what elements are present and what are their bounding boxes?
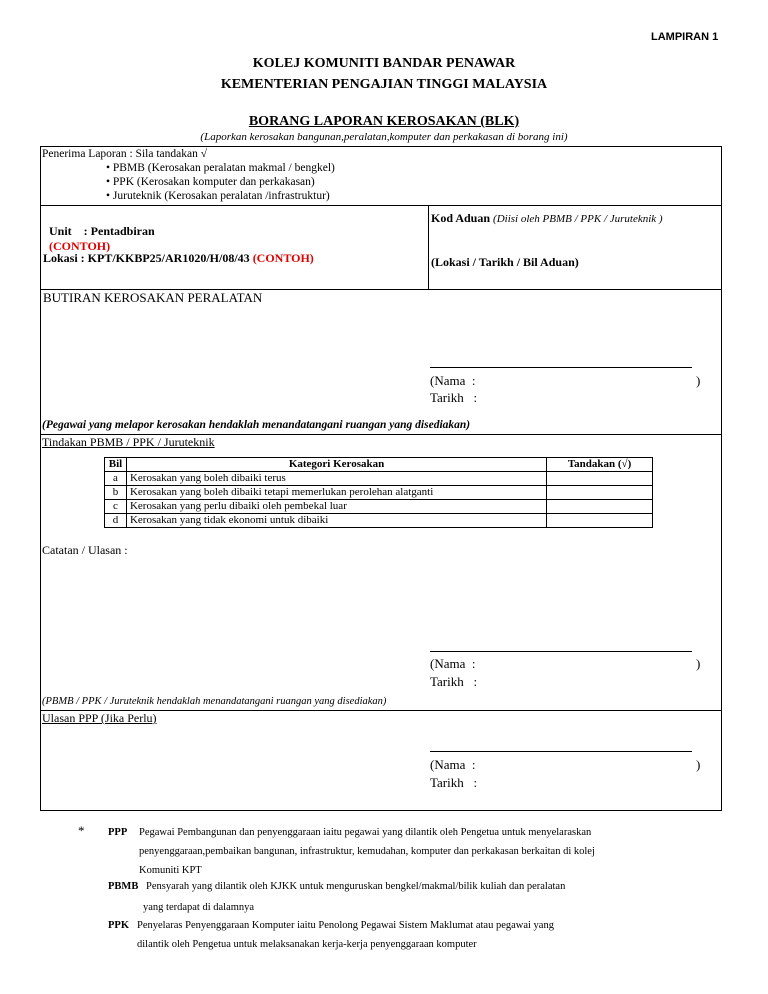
butiran-nama-close: ) — [696, 373, 701, 388]
tindakan-tarikh: Tarikh : — [430, 674, 478, 689]
form-subtitle: (Laporkan kerosakan bangunan,peralatan,komputer dan perkakasan di borang ini) — [200, 131, 568, 143]
row-tick-cell[interactable] — [547, 472, 653, 486]
tindakan-nama-close: ) — [696, 656, 701, 671]
footnote-pbmb-line2: yang terdapat di dalamnya — [143, 902, 255, 913]
footnote-ppk-line1: Penyelaras Penyenggaraan Komputer iaitu Penolong Pegawai Sistem Maklumat atau pegawai yang — [137, 920, 554, 931]
row-kategori: Kerosakan yang boleh dibaiki terus — [126, 472, 546, 486]
college-name: KOLEJ KOMUNITI BANDAR PENAWAR — [252, 56, 516, 71]
tindakan-note: (PBMB / PPK / Juruteknik hendaklah menandatangani ruangan yang disediakan) — [42, 696, 387, 707]
butiran-nama: (Nama : — [430, 373, 476, 388]
row-kategori: Kerosakan yang perlu dibaiki oleh pembekal luar — [126, 500, 546, 514]
kod-aduan-label: Kod Aduan — [431, 211, 491, 225]
table-header-row — [105, 458, 653, 472]
unit-label: Unit : Pentadbiran — [49, 224, 155, 238]
col-header-bil: Bil — [105, 458, 127, 472]
butiran-heading: BUTIRAN KEROSAKAN PERALATAN — [43, 290, 263, 305]
footnote-star: * — [78, 823, 85, 838]
penerima-option-ppk[interactable]: • PPK (Kerosakan komputer dan perkakasan) — [106, 176, 315, 188]
footnote-ppp-line1: Pegawai Pembangunan dan penyenggaraan iaitu pegawai yang dilantik oleh Pengetua untuk menyelaraskan — [139, 827, 592, 838]
kod-aduan-note: (Diisi oleh PBMB / PPK / Juruteknik ) — [493, 213, 663, 225]
divider — [428, 205, 429, 290]
tindakan-nama: (Nama : — [430, 656, 476, 671]
col-header-tandakan: Tandakan (√) — [547, 458, 653, 472]
footnote-term-ppp: PPP — [108, 827, 128, 838]
footnote-ppp-line3: Komuniti KPT — [139, 865, 202, 876]
table-row — [105, 500, 653, 514]
lokasi-note: (Lokasi / Tarikh / Bil Aduan) — [431, 255, 579, 269]
lampiran-label: LAMPIRAN 1 — [651, 31, 719, 43]
row-bil: a — [105, 472, 127, 486]
unit-contoh-tag: (CONTOH) — [49, 239, 111, 253]
lokasi-contoh-tag: (CONTOH) — [252, 251, 314, 265]
unit-field — [43, 209, 155, 254]
signature-line[interactable] — [430, 651, 692, 652]
footnote-ppk-line2: dilantik oleh Pengetua untuk melaksanakan kerja-kerja penyenggaraan komputer — [137, 939, 477, 950]
penerima-option-juruteknik[interactable]: • Juruteknik (Kerosakan peralatan /infrastruktur) — [106, 190, 330, 202]
footnote-term-ppk: PPK — [108, 920, 129, 931]
row-tick-cell[interactable] — [547, 486, 653, 500]
lokasi-field — [43, 251, 314, 266]
ulasan-nama: (Nama : — [430, 757, 476, 772]
signature-line[interactable] — [430, 367, 692, 368]
divider — [40, 205, 721, 206]
col-header-kategori: Kategori Kerosakan — [126, 458, 546, 472]
footnote-ppp-line2: penyenggaraan,pembaikan bangunan, infrastruktur, kemudahan, komputer dan perkakasan berkaitan di kolej — [139, 846, 595, 857]
signature-line[interactable] — [430, 751, 692, 752]
lokasi-label: Lokasi : KPT/KKBP25/AR1020/H/08/43 — [43, 251, 250, 265]
ulasan-heading: Ulasan PPP (Jika Perlu) — [42, 711, 157, 725]
kod-aduan-field — [431, 211, 663, 226]
table-row — [105, 514, 653, 528]
ulasan-nama-close: ) — [696, 757, 701, 772]
butiran-tarikh: Tarikh : — [430, 390, 478, 405]
ulasan-tarikh: Tarikh : — [430, 775, 478, 790]
ministry-name: KEMENTERIAN PENGAJIAN TINGGI MALAYSIA — [220, 77, 548, 92]
row-kategori: Kerosakan yang tidak ekonomi untuk dibaiki — [126, 514, 546, 528]
butiran-note: (Pegawai yang melapor kerosakan hendaklah menandatangani ruangan yang disediakan) — [42, 419, 471, 431]
row-tick-cell[interactable] — [547, 500, 653, 514]
row-bil: b — [105, 486, 127, 500]
table-row — [105, 472, 653, 486]
row-bil: d — [105, 514, 127, 528]
row-tick-cell[interactable] — [547, 514, 653, 528]
row-kategori: Kerosakan yang boleh dibaiki tetapi memerlukan perolehan alatganti — [126, 486, 546, 500]
penerima-label: Penerima Laporan : Sila tandakan √ — [42, 148, 208, 160]
table-row — [105, 486, 653, 500]
form-title: BORANG LAPORAN KEROSAKAN (BLK) — [248, 114, 520, 129]
footnote-pbmb-line1: Pensyarah yang dilantik oleh KJKK untuk menguruskan bengkel/makmal/bilik kuliah dan peralatan — [146, 881, 566, 892]
penerima-option-pbmb[interactable]: • PBMB (Kerosakan peralatan makmal / bengkel) — [106, 162, 335, 174]
tindakan-heading: Tindakan PBMB / PPK / Juruteknik — [42, 435, 215, 449]
catatan-label: Catatan / Ulasan : — [42, 543, 128, 557]
footnote-term-pbmb: PBMB — [108, 881, 139, 892]
kategori-table — [104, 457, 653, 528]
row-bil: c — [105, 500, 127, 514]
